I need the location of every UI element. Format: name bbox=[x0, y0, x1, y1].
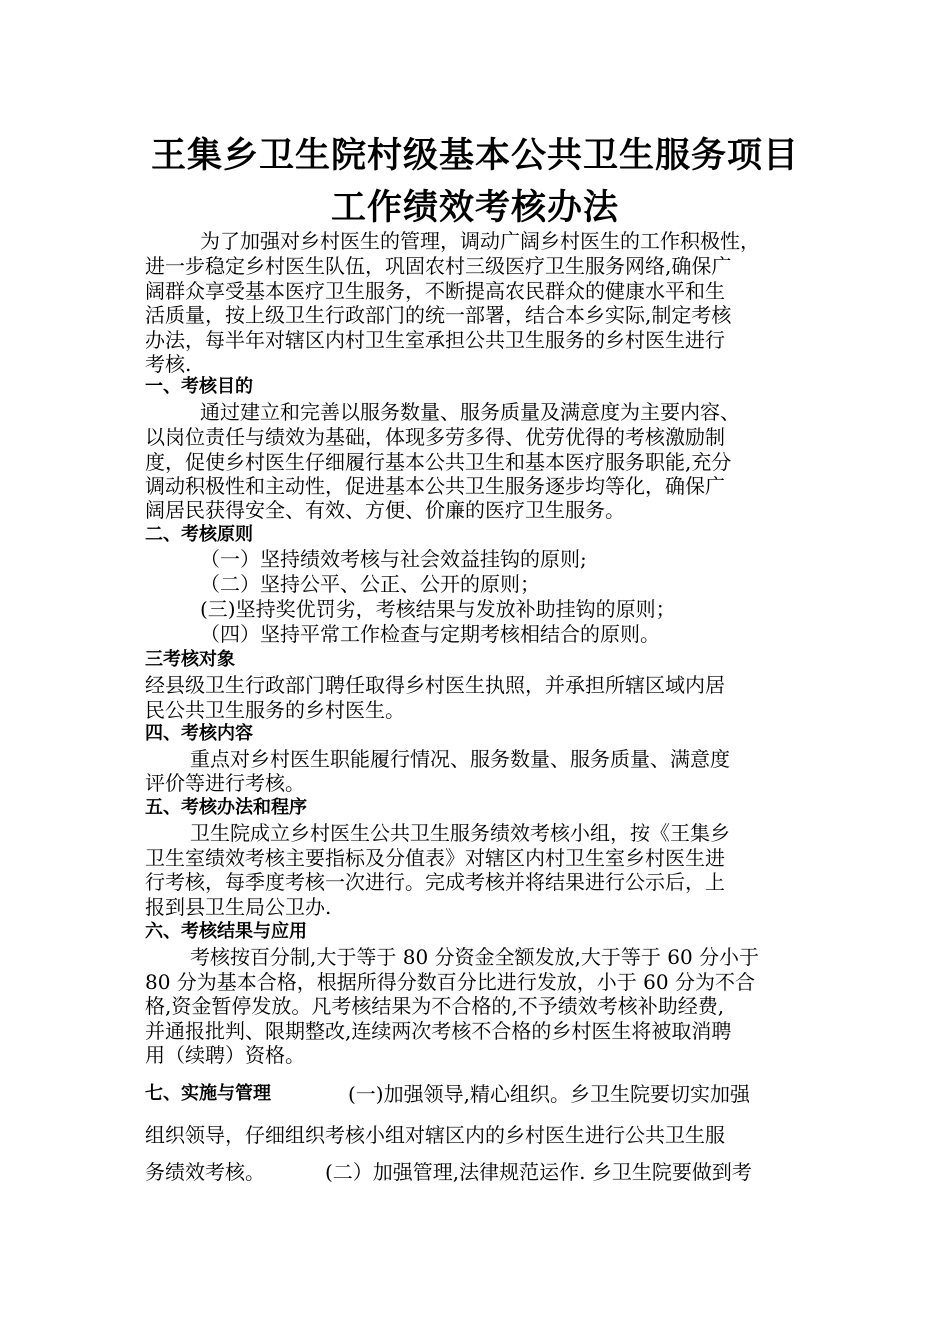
section-line: 以岗位责任与绩效为基础，体现多劳多得、优劳优得的考核激励制 bbox=[145, 425, 725, 449]
section-line: （一）坚持绩效考核与社会效益挂钩的原则; bbox=[200, 547, 587, 571]
section-line: 通过建立和完善以服务数量、服务质量及满意度为主要内容、 bbox=[200, 400, 740, 424]
section-heading: 七、实施与管理 bbox=[145, 1083, 271, 1104]
intro-line: 办法，每半年对辖区内村卫生室承担公共卫生服务的乡村医生进行 bbox=[145, 328, 725, 352]
section-line: 考核按百分制,大于等于 80 分资金全额发放,大于等于 60 分小于 bbox=[190, 945, 760, 969]
section-line: 评价等进行考核。 bbox=[145, 771, 305, 795]
section-heading: 六、考核结果与应用 bbox=[145, 921, 307, 942]
section-line: 行考核，每季度考核一次进行。完成考核并将结果进行公示后，上 bbox=[145, 870, 725, 894]
section-line: （四）坚持平常工作检查与定期考核相结合的原则。 bbox=[200, 622, 660, 646]
document-title-line2: 工作绩效考核办法 bbox=[330, 188, 619, 228]
section-line: 重点对乡村医生职能履行情况、服务数量、服务质量、满意度 bbox=[190, 747, 730, 771]
section-line: 经县级卫生行政部门聘任取得乡村医生执照，并承担所辖区域内居 bbox=[145, 673, 725, 697]
section-line: （二）坚持公平、公正、公开的原则； bbox=[200, 572, 540, 596]
intro-line: 进一步稳定乡村医生队伍，巩固农村三级医疗卫生服务网络,确保广 bbox=[145, 254, 732, 278]
section-heading: 五、考核办法和程序 bbox=[145, 797, 307, 818]
intro-line: 活质量，按上级卫生行政部门的统一部署，结合本乡实际,制定考核 bbox=[145, 303, 732, 327]
section-heading: 二、考核原则 bbox=[145, 524, 253, 545]
section-line: 卫生院成立乡村医生公共卫生服务绩效考核小组，按《王集乡 bbox=[190, 821, 730, 845]
section-line: 组织领导，仔细组织考核小组对辖区内的乡村医生进行公共卫生服 bbox=[145, 1123, 725, 1147]
section-heading: 一、考核目的 bbox=[145, 376, 253, 397]
intro-line: 考核. bbox=[145, 352, 192, 376]
section-line: 度，促使乡村医生仔细履行基本公共卫生和基本医疗服务职能,充分 bbox=[145, 450, 732, 474]
section-line: 卫生室绩效考核主要指标及分值表》对辖区内村卫生室乡村医生进 bbox=[145, 846, 725, 870]
intro-line: 为了加强对乡村医生的管理，调动广阔乡村医生的工作积极性， bbox=[200, 229, 760, 253]
section-heading: 三考核对象 bbox=[145, 649, 235, 670]
section-line: 报到县卫生局公卫办. bbox=[145, 895, 332, 919]
section-line: 格,资金暂停发放。凡考核结果为不合格的,不予绩效考核补助经费, bbox=[145, 994, 725, 1018]
document-title-line1: 王集乡卫生院村级基本公共卫生服务项目 bbox=[150, 136, 799, 176]
section-line: 务绩效考核。 bbox=[145, 1160, 265, 1184]
section-line: (一)加强领导,精心组织。乡卫生院要切实加强 bbox=[348, 1082, 750, 1106]
section-line: 用（续聘）资格。 bbox=[145, 1043, 305, 1067]
section-line: (二）加强管理,法律规范运作. 乡卫生院要做到考 bbox=[325, 1160, 752, 1184]
section-heading: 四、考核内容 bbox=[145, 723, 253, 744]
section-line: 阔居民获得安全、有效、方便、价廉的医疗卫生服务。 bbox=[145, 498, 625, 522]
intro-line: 阔群众享受基本医疗卫生服务，不断提高农民群众的健康水平和生 bbox=[145, 279, 725, 303]
section-line: 并通报批判、限期整改,连续两次考核不合格的乡村医生将被取消聘 bbox=[145, 1019, 732, 1043]
section-line: 80 分为基本合格，根据所得分数百分比进行发放，小于 60 分为不合 bbox=[145, 970, 755, 994]
section-line: 调动积极性和主动性，促进基本公共卫生服务逐步均等化，确保广 bbox=[145, 474, 725, 498]
section-line: (三)坚持奖优罚劣，考核结果与发放补助挂钩的原则； bbox=[200, 597, 676, 621]
section-line: 民公共卫生服务的乡村医生。 bbox=[145, 698, 405, 722]
